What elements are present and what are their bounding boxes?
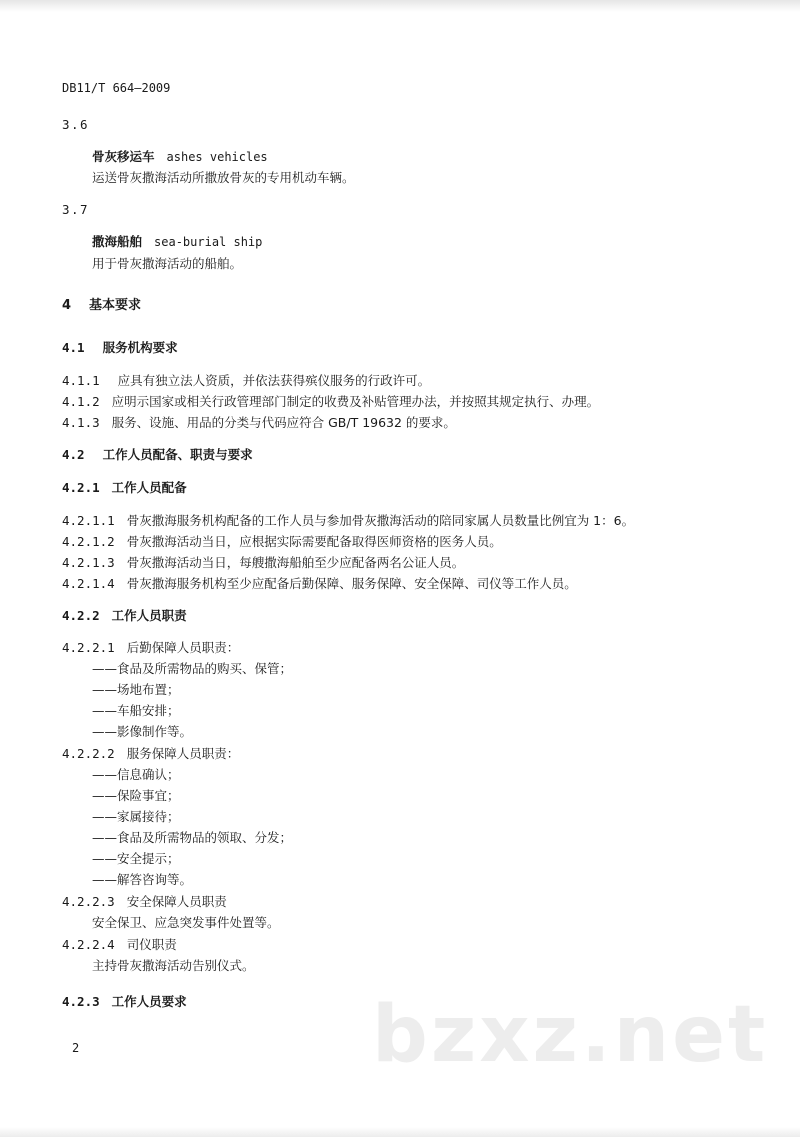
list-item: ——解答咨询等。 — [92, 872, 193, 887]
list-item: ——食品及所需物品的领取、分发； — [92, 830, 293, 845]
section-title: 工作人员要求 — [111, 994, 187, 1009]
section-heading-4-2 — [62, 447, 253, 463]
clause-number: 4.2.2.2 — [62, 746, 115, 761]
list-item: ——安全提示； — [92, 851, 180, 866]
term-en: ashes vehicles — [166, 150, 268, 164]
section-heading-4-1 — [62, 340, 178, 356]
clause-text: 骨灰撒海服务机构至少应配备后勤保障、服务保障、安全保障、司仪等工作人员。 — [126, 576, 577, 591]
clause-number: 4.2.1.2 — [62, 534, 115, 549]
page-top-shadow — [0, 0, 800, 12]
section-number: 4 — [62, 298, 72, 313]
list-item: ——保险事宜； — [92, 788, 180, 803]
section-title: 基本要求 — [89, 298, 142, 313]
clause-4-2-2-3 — [62, 894, 227, 910]
clause-4-2-1-1 — [62, 513, 634, 529]
definition-3-6: 运送骨灰撒海活动所撒放骨灰的专用机动车辆。 — [92, 170, 355, 185]
page-bottom-edge — [0, 1127, 800, 1137]
section-heading-4 — [62, 298, 141, 314]
clause-body: 主持骨灰撒海活动告别仪式。 — [92, 958, 255, 973]
section-title: 工作人员配备 — [111, 480, 187, 495]
section-title: 工作人员职责 — [111, 608, 187, 623]
page-number: 2 — [72, 1041, 80, 1055]
clause-text: 骨灰撒海服务机构配备的工作人员与参加骨灰撒海活动的陪同家属人员数量比例宜为 1：6。 — [126, 513, 635, 528]
clause-number: 4.1.2 — [62, 394, 100, 409]
list-item: ——车船安排； — [92, 703, 180, 718]
definition-3-7: 用于骨灰撒海活动的船舶。 — [92, 256, 243, 271]
section-heading-4-2-3 — [62, 994, 187, 1010]
term-cn: 撒海船舶 — [92, 234, 143, 249]
term-cn: 骨灰移运车 — [92, 149, 155, 164]
clause-4-1-1 — [62, 373, 430, 389]
clause-number-3-7: 3.7 — [62, 202, 90, 217]
clause-number: 4.2.1.4 — [62, 576, 115, 591]
clause-4-2-2-4 — [62, 937, 177, 953]
clause-number: 4.2.2.1 — [62, 640, 115, 655]
clause-4-1-3 — [62, 415, 456, 431]
clause-number: 4.2.2.3 — [62, 894, 115, 909]
clause-text: 应明示国家或相关行政管理部门制定的收费及补贴管理办法，并按照其规定执行、办理。 — [111, 394, 600, 409]
list-item: ——场地布置； — [92, 682, 180, 697]
clause-4-1-2 — [62, 394, 599, 410]
clause-number-3-6: 3.6 — [62, 117, 90, 132]
clause-text: 服务保障人员职责： — [126, 746, 240, 761]
section-number: 4.1 — [62, 340, 85, 355]
watermark: bzxz.net — [372, 990, 769, 1080]
list-item: ——家属接待； — [92, 809, 180, 824]
clause-4-2-1-3 — [62, 555, 464, 571]
section-number: 4.2.1 — [62, 480, 100, 495]
doc-number-header: DB11/T 664—2009 — [62, 81, 171, 95]
section-heading-4-2-2 — [62, 608, 187, 624]
clause-number: 4.1.1 — [62, 373, 100, 388]
section-number: 4.2.2 — [62, 608, 100, 623]
clause-number: 4.1.3 — [62, 415, 100, 430]
clause-4-2-2-2 — [62, 746, 239, 762]
clause-4-2-2-1 — [62, 640, 239, 656]
clause-number: 4.2.2.4 — [62, 937, 115, 952]
clause-4-2-1-2 — [62, 534, 502, 550]
section-number: 4.2 — [62, 447, 85, 462]
term-en: sea-burial ship — [154, 235, 263, 249]
term-3-7 — [92, 234, 262, 250]
term-3-6 — [92, 149, 268, 165]
section-title: 工作人员配备、职责与要求 — [102, 447, 253, 462]
section-heading-4-2-1 — [62, 480, 187, 496]
clause-text: 骨灰撒海活动当日，每艘撒海船舶至少应配备两名公证人员。 — [126, 555, 465, 570]
clause-number: 4.2.1.1 — [62, 513, 115, 528]
section-number: 4.2.3 — [62, 994, 100, 1009]
clause-text: 服务、设施、用品的分类与代码应符合 GB/T 19632 的要求。 — [111, 415, 456, 430]
clause-number: 4.2.1.3 — [62, 555, 115, 570]
clause-text: 安全保障人员职责 — [126, 894, 227, 909]
clause-body: 安全保卫、应急突发事件处置等。 — [92, 915, 280, 930]
list-item: ——食品及所需物品的购买、保管； — [92, 661, 293, 676]
clause-text: 应具有独立法人资质，并依法获得殡仪服务的行政许可。 — [117, 373, 431, 388]
clause-4-2-1-4 — [62, 576, 577, 592]
clause-text: 后勤保障人员职责： — [126, 640, 240, 655]
clause-text: 骨灰撒海活动当日，应根据实际需要配备取得医师资格的医务人员。 — [126, 534, 502, 549]
list-item: ——影像制作等。 — [92, 724, 193, 739]
section-title: 服务机构要求 — [102, 340, 178, 355]
clause-text: 司仪职责 — [126, 937, 177, 952]
list-item: ——信息确认； — [92, 767, 180, 782]
